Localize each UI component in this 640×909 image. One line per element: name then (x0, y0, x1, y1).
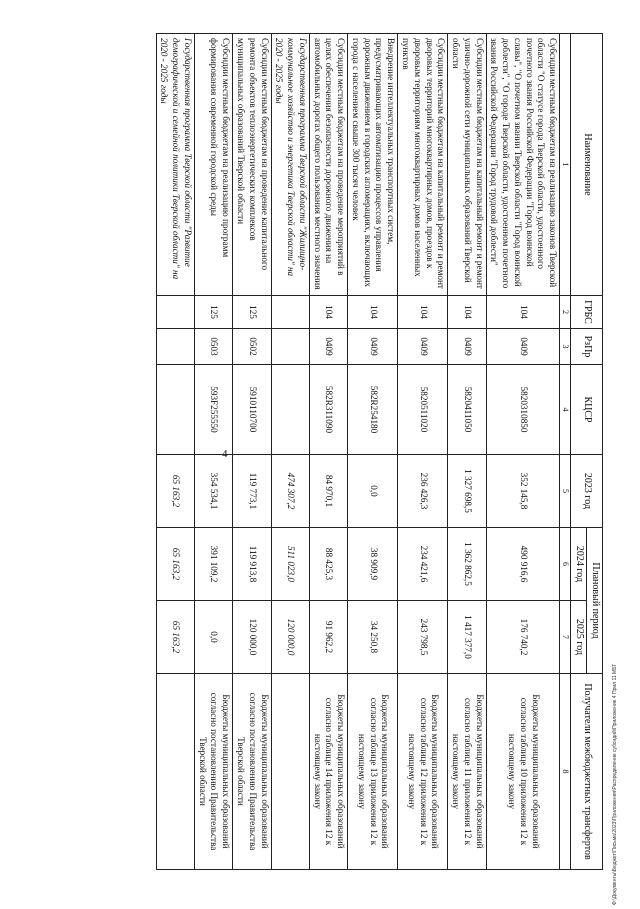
row-2025-cell: 176 740,2 (486, 601, 560, 674)
row-recipient-cell: Бюджеты муниципальных образований согласно таблице 10 приложения 12 к настоящему закону (486, 674, 560, 870)
row-recipient-cell (156, 674, 194, 870)
row-kcsr-cell: 5820411050 (448, 365, 486, 455)
header-grbs: ГРБС (571, 296, 603, 329)
row-2025-cell: 1 417 377,0 (448, 601, 486, 674)
row-2024-cell: 38 909,9 (348, 528, 398, 601)
row-2023-cell: 1 327 698,5 (448, 455, 486, 528)
row-recipient-cell: Бюджеты муниципальных образований согласно таблице 11 приложения 12 к настоящему закону (448, 674, 486, 870)
subsidy-table (156, 33, 603, 870)
column-index: 5 (560, 455, 571, 528)
row-name-cell: Субсидии местным бюджетам на проведение капитального ремонта объектов теплоэнергетических комплексов муниципальных образований Тверской области (233, 34, 271, 296)
row-kcsr-cell: 5910110700 (233, 365, 271, 455)
row-recipient-cell: Бюджеты муниципальных образований согласно постановлению Правительства Тверской области (194, 674, 232, 870)
row-kcsr-cell (156, 365, 194, 455)
column-index: 6 (560, 528, 571, 601)
row-2023-cell: 65 163,2 (156, 455, 194, 528)
header-name: Наименование (571, 34, 603, 296)
row-name-cell: Субсидии местным бюджетам на реализацию законов Тверской области "О статусе города Тверской области, удостоенного почетного звания Российской Федерации "Город воинской славы", "О почетном звании Тверской области "Город воинской доблести", "О городе Тверской области, удостоенном почетного звания Российской Федерации "Город трудовой доблести" (486, 34, 560, 296)
row-grbs-cell (271, 296, 309, 329)
row-name-cell: Субсидии местным бюджетам на проведение мероприятий в целях обеспечения безопасности дорожного движения на автомобильных дорогах общего пользования местного значения (309, 34, 347, 296)
row-2023-cell: 119 773,1 (233, 455, 271, 528)
header-2025: 2025 год (571, 601, 587, 674)
file-path-footer: Ф:\Документы\Бюджет\Письма\2023\Приложения\Распределение субсидий\Приложение 4 Прил 11 МБТ (612, 663, 618, 905)
row-2024-cell: 88 425,3 (309, 528, 347, 601)
row-kcsr-cell: 5820511020 (398, 365, 448, 455)
subsidy-table-sheet (72, 33, 603, 869)
row-rzpr-cell: 0409 (348, 329, 398, 365)
row-2023-cell: 354 534,1 (194, 455, 232, 528)
row-name-cell: Внедрение интеллектуальных транспортных систем, предусматривающих автоматизацию процессов управления дорожным движением в городских агломерациях, включающих города с населением свыше 300 тысяч человек (348, 34, 398, 296)
row-grbs-cell: 104 (486, 296, 560, 329)
row-2024-cell: 119 913,8 (233, 528, 271, 601)
row-rzpr-cell: 0409 (309, 329, 347, 365)
header-plan-period: Плановый период (587, 528, 603, 674)
row-rzpr-cell: 0502 (233, 329, 271, 365)
page-number: 4 (222, 448, 228, 460)
row-2023-cell: 236 426,3 (398, 455, 448, 528)
row-grbs-cell: 104 (309, 296, 347, 329)
row-grbs-cell: 104 (448, 296, 486, 329)
program-row (271, 34, 309, 870)
table-row (486, 34, 560, 870)
header-2023: 2023 год (571, 455, 603, 528)
row-2025-cell: 0,0 (194, 601, 232, 674)
row-2024-cell: 234 421,6 (398, 528, 448, 601)
row-kcsr-cell: 582R254180 (348, 365, 398, 455)
column-index: 8 (560, 674, 571, 870)
row-2024-cell: 511 023,0 (271, 528, 309, 601)
header-recipient: Получатели межбюджетных трансфертов (571, 674, 603, 870)
row-recipient-cell: Бюджеты муниципальных образований согласно постановлению Правительства Тверской области (233, 674, 271, 870)
row-kcsr-cell: 593F255550 (194, 365, 232, 455)
row-rzpr-cell: 0503 (194, 329, 232, 365)
row-kcsr-cell: 5820310850 (486, 365, 560, 455)
row-recipient-cell: Бюджеты муниципальных образований согласно таблице 14 приложения 12 к настоящему закону (309, 674, 347, 870)
row-2025-cell: 243 798,5 (398, 601, 448, 674)
table-row (448, 34, 486, 870)
row-grbs-cell: 104 (348, 296, 398, 329)
row-rzpr-cell (156, 329, 194, 365)
row-grbs-cell: 125 (194, 296, 232, 329)
row-grbs-cell (156, 296, 194, 329)
column-index: 4 (560, 365, 571, 455)
row-2024-cell: 391 109,2 (194, 528, 232, 601)
row-2023-cell: 0,0 (348, 455, 398, 528)
row-rzpr-cell (271, 329, 309, 365)
row-2023-cell: 84 970,1 (309, 455, 347, 528)
row-name-cell: Субсидии местным бюджетам на капитальный ремонт и ремонт улично-дорожной сети муниципальных образований Тверской области (448, 34, 486, 296)
row-2025-cell: 120 000,0 (233, 601, 271, 674)
header-2024: 2024 год (571, 528, 587, 601)
row-kcsr-cell: 582R311090 (309, 365, 347, 455)
column-index-row (560, 34, 571, 870)
table-row (398, 34, 448, 870)
table-row (348, 34, 398, 870)
row-recipient-cell: Бюджеты муниципальных образований согласно таблице 13 приложения 12 к настоящему закону (348, 674, 398, 870)
row-name-cell: Государственная программа Тверской области "Развитие демографической и семейной политики Тверской области" на 2020 - 2025 годы (156, 34, 194, 296)
program-row (156, 34, 194, 870)
row-2024-cell: 1 362 862,5 (448, 528, 486, 601)
column-index: 1 (560, 34, 571, 296)
row-2025-cell: 34 250,8 (348, 601, 398, 674)
table-row (194, 34, 232, 870)
row-2024-cell: 65 163,2 (156, 528, 194, 601)
row-rzpr-cell: 0409 (486, 329, 560, 365)
row-grbs-cell: 125 (233, 296, 271, 329)
row-rzpr-cell: 0409 (398, 329, 448, 365)
row-2025-cell: 120 000,0 (271, 601, 309, 674)
row-name-cell: Субсидии местным бюджетам на капитальный ремонт и ремонт дворовых территорий многоквартирных домов, проездов к дворовым территориям многоквартирных домов населенных пунктов (398, 34, 448, 296)
row-kcsr-cell (271, 365, 309, 455)
row-2023-cell: 474 307,2 (271, 455, 309, 528)
header-rzpr: РзПр (571, 329, 603, 365)
column-index: 3 (560, 329, 571, 365)
column-index: 7 (560, 601, 571, 674)
row-2023-cell: 352 145,8 (486, 455, 560, 528)
row-2025-cell: 91 962,2 (309, 601, 347, 674)
table-row (233, 34, 271, 870)
row-recipient-cell: Бюджеты муниципальных образований согласно таблице 12 приложения 12 к настоящему закону (398, 674, 448, 870)
row-name-cell: Государственная программа Тверской области "Жилищно-коммунальное хозяйство и энергетика Тверской области" на 2020 - 2025 годы (271, 34, 309, 296)
row-rzpr-cell: 0409 (448, 329, 486, 365)
column-index: 2 (560, 296, 571, 329)
row-grbs-cell: 104 (398, 296, 448, 329)
header-kcsr: КЦСР (571, 365, 603, 455)
row-2024-cell: 490 916,6 (486, 528, 560, 601)
row-name-cell: Субсидии местным бюджетам на реализацию программ формирования современной городской среды (194, 34, 232, 296)
table-row (309, 34, 347, 870)
row-recipient-cell (271, 674, 309, 870)
row-2025-cell: 65 163,2 (156, 601, 194, 674)
